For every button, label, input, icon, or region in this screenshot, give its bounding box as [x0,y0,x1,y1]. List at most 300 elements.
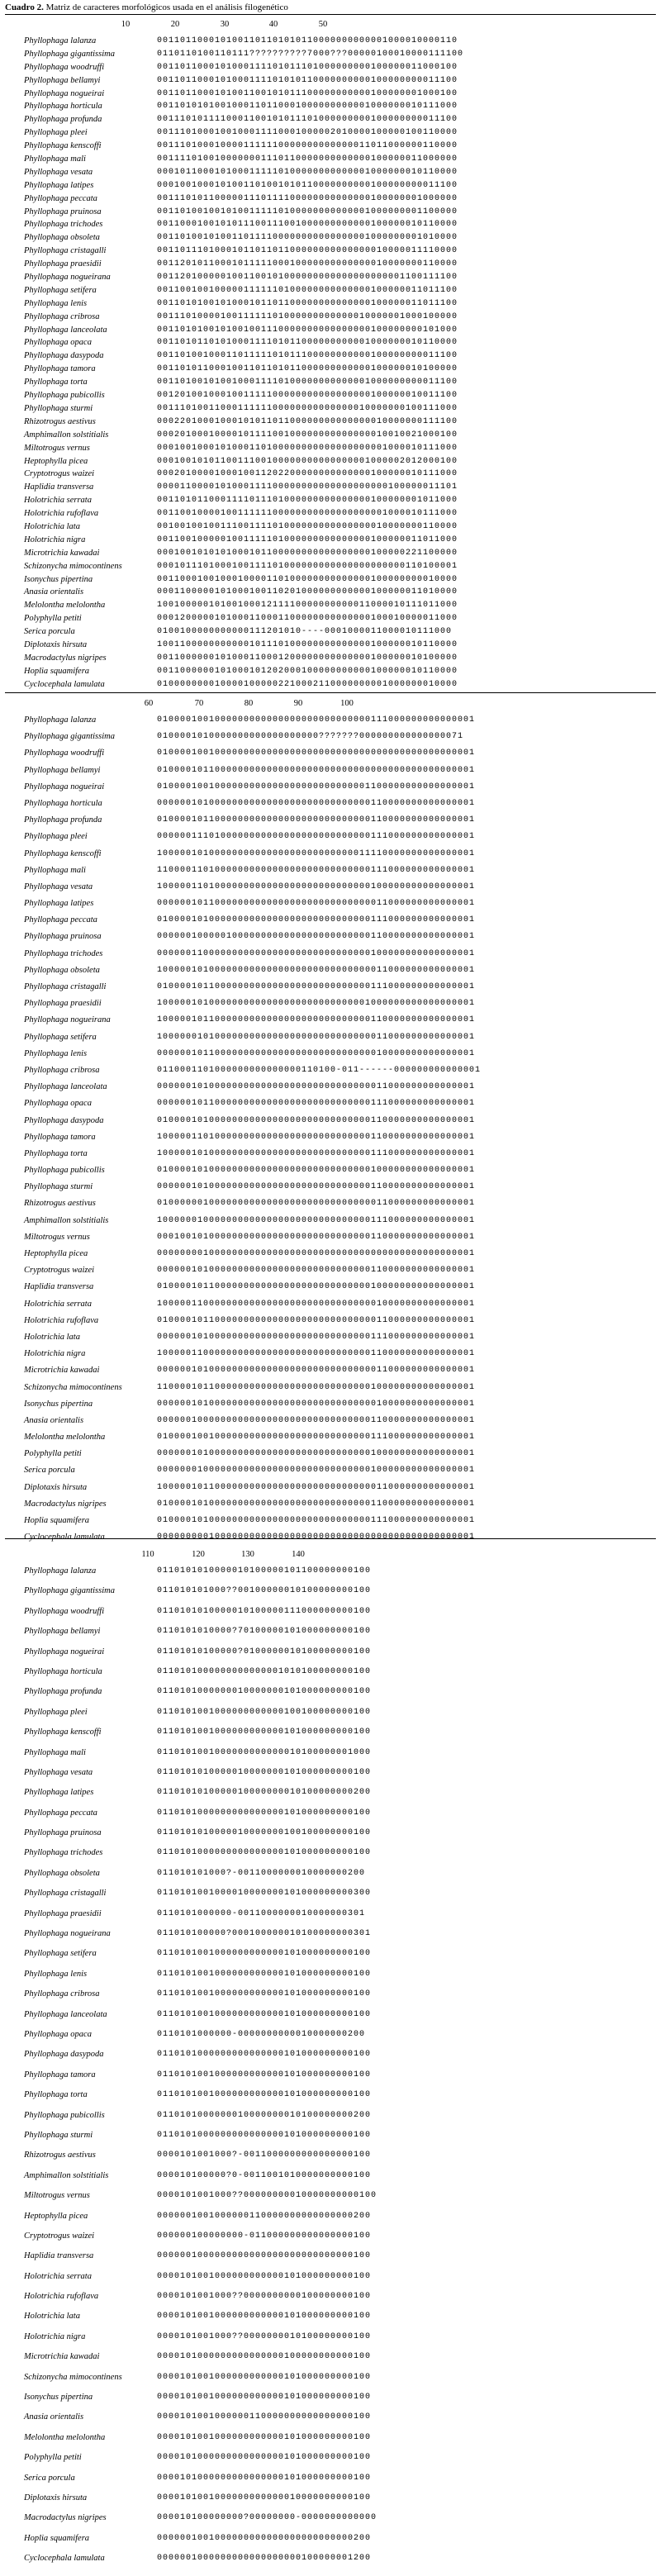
table-row [0,897,660,914]
taxon-name: Hoplia squamifera [24,2533,90,2543]
character-states: 1000001010000000000000000000000000011110000000000000001 [157,848,476,858]
caption-text: Matriz de caracteres morfológicos usada en el análisis filogenético [43,2,288,12]
character-states: 0011010110001001101101011000000000000100000010100000 [157,364,458,374]
table-row [0,930,660,947]
taxon-name: Phyllophaga woodruffi [24,1606,105,1616]
character-states: 0100001010000000000000000000000000000111000000000000001 [157,915,476,925]
character-states: 0100001001000000000000000000000000001100000000000000001 [157,782,476,791]
taxon-name: Phyllophaga setifera [24,1032,97,1042]
table-row [0,964,660,981]
table-row [0,349,660,363]
character-states: 0000001110100000000000000000000000000111000000000000001 [157,832,476,842]
taxon-name: Phyllophaga horticula [24,798,102,808]
table-row [0,599,660,612]
taxon-name: Polyphylla petiti [24,614,82,624]
taxon-name: Macrodactylus nigripes [24,1499,107,1509]
table-row [0,324,660,337]
character-states: 0000101001000000000000101000000000100 [157,2271,372,2281]
column-number: 10 [121,20,131,29]
taxon-name: Anasia orientalis [24,1415,84,1425]
character-states: 0000101000000000000000101000000000100 [157,2453,372,2463]
table-row [0,2331,660,2350]
taxon-name: Phyllophaga opaca [24,338,92,348]
table-row [0,1314,660,1331]
table-caption [5,2,288,13]
table-row [0,1248,660,1264]
character-states: 0100001011000000000000000000000000000000000000000000001 [157,765,476,775]
character-states: 0000101001000000110000000000000000100 [157,2412,372,2422]
character-states: 0110101001000000000000101000000000100 [157,1949,372,1959]
taxon-name: Holotrichia serrata [24,1299,92,1309]
taxon-name: Hoplia squamifera [24,666,90,676]
character-states: 0110101000000000000000101000000000100 [157,2050,372,2060]
taxon-name: Phyllophaga torta [24,378,88,387]
table-row [0,997,660,1014]
taxon-name: Phyllophaga cristagalli [24,1889,107,1899]
table-row [0,2069,660,2089]
table-row [0,2170,660,2189]
table-row [0,1988,660,2008]
table-row [0,781,660,797]
character-states: 0011000000101000110001200000000000000100000010100000 [157,653,458,663]
character-states: 0110101001000000000000100100000000100 [157,1707,372,1717]
character-states: 0000000100000000000000000000000000000100000000000000001 [157,1466,476,1476]
table-row [0,284,660,297]
character-states: 0000001000000000000000000100000001200 [157,2554,372,2564]
taxon-name: Phyllophaga nogueirai [24,1647,105,1656]
character-states: 0000101000000000000000100000000000100 [157,2352,372,2362]
taxon-name: Phyllophaga lenis [24,1969,88,1979]
taxon-name: Melolontha melolontha [24,1433,106,1442]
character-states: 0000001011000000000000000000000000000111000000000000001 [157,1099,476,1109]
character-states: 000010100000000?00000000-0000000000000 [157,2513,377,2523]
table-row [0,520,660,534]
column-number: 70 [194,699,204,708]
taxon-name: Diplotaxis hirsuta [24,2493,88,2502]
taxon-name: Melolontha melolontha [24,601,106,611]
character-states: 0000001010000000000000000000000000000110000000000000001 [157,798,476,808]
character-states: 0011010101001000110110001000000000001000000010111000 [157,102,458,112]
table-row [0,140,660,153]
table-row [0,48,660,61]
character-states: 0100001010000000000000000000000000000111000000000000001 [157,1516,476,1525]
character-states: 0011101011110001100101011101000000000100000000011100 [157,115,458,125]
table-row [0,1181,660,1197]
taxon-name: Phyllophaga lanceolata [24,325,107,335]
table-row [0,35,660,48]
taxon-name: Phyllophaga peccata [24,1808,97,1818]
taxon-name: Phyllophaga nogueirai [24,782,105,791]
character-states: 1000000100000000000000000000000000000111000000000000001 [157,1215,476,1225]
character-states: 0000000010000000000000000000000000000000000000000000001 [157,1249,476,1258]
character-states: 0000001010000000000000000000000000000011000000000000001 [157,1082,476,1092]
table-row [0,2129,660,2149]
column-number: 90 [293,699,303,708]
taxon-name: Phyllophaga mali [24,865,86,875]
table-row [0,1214,660,1231]
table-row [0,1197,660,1214]
taxon-name: Phyllophaga torta [24,2090,88,2100]
taxon-name: Phyllophaga setifera [24,285,97,295]
table-row [0,1281,660,1297]
table-row [0,1347,660,1364]
table-row [0,2250,660,2269]
table-row [0,2310,660,2330]
taxon-name: Phyllophaga gigantissima [24,49,115,59]
taxon-name: Amphimallon solstitialis [24,1215,109,1225]
table-row [0,507,660,520]
table-row [0,166,660,179]
table-row [0,1908,660,1927]
taxon-name: Phyllophaga latipes [24,180,94,190]
character-states: 0001011101000100111101000000000000000000000110100001 [157,561,458,571]
taxon-name: Phyllophaga pruinosa [24,932,102,942]
table-row [0,1464,660,1480]
taxon-name: Polyphylla petiti [24,2453,82,2463]
table-row [0,1148,660,1164]
table-row [0,179,660,192]
table-row [0,468,660,481]
table-row [0,2431,660,2451]
table-row [0,74,660,88]
character-states: 0100001011000000000000000000000000000110000000000000001 [157,815,476,825]
table-row [0,1097,660,1114]
table-row [0,311,660,324]
matrix-block-2 [0,694,660,1547]
taxon-name: Miltotrogus vernus [24,443,90,453]
character-states: 0100000000100001000002210002110000000001000000010000 [157,679,458,689]
character-states: 0011010110001111011101000000000000000100000001011000 [157,496,458,506]
character-states: 0000101001000000000000010000000000100 [157,2493,372,2502]
character-states: 0110101001000010000000101000000000300 [157,1889,372,1899]
taxon-name: Phyllophaga pubicollis [24,391,105,401]
character-states: 0000001100000000000000000000000000000100000000000000001 [157,948,476,958]
character-states: 0000001011000000000000000000000000000010000000000000001 [157,1048,476,1058]
table-row [0,245,660,258]
table-row [0,2552,660,2572]
taxon-name: Phyllophaga lalanza [24,36,97,45]
taxon-name: Phyllophaga pruinosa [24,207,102,216]
table-row [0,1646,660,1666]
table-row [0,797,660,814]
taxon-name: Phyllophaga horticula [24,102,102,112]
table-row [0,814,660,830]
taxon-name: Holotrichia serrata [24,2271,92,2281]
table-row [0,429,660,442]
table-row [0,1031,660,1048]
character-states: 1001000001010010001211110000000000011000010111011000 [157,601,458,611]
character-states: 011010101000??00100000010100000000100 [157,1586,372,1596]
character-states: 0011010010010100111110100000000000001000000001100000 [157,207,458,216]
character-states: 0000101001000?-0011000000000000000100 [157,2151,372,2160]
column-number: 140 [292,1550,305,1559]
taxon-name: Phyllophaga setifera [24,1949,97,1959]
character-states: 0000101000000000000000101000000000100 [157,2473,372,2483]
table-row [0,1331,660,1347]
taxon-name: Holotrichia lata [24,1332,80,1342]
table-row [0,1431,660,1447]
table-row [0,1565,660,1585]
table-row [0,2411,660,2431]
taxon-name: Phyllophaga cribrosa [24,1065,100,1075]
character-states: 0011000000101000101202000100000000000100000010110000 [157,666,458,676]
table-row [0,1685,660,1705]
taxon-name: Microtrichia kawadai [24,2352,100,2362]
character-states: 0110101010000010100000101100000000100 [157,1566,372,1576]
character-states: 0011011000101000111101010110000000000100000000011100 [157,75,458,85]
character-states: 0011011000101001101101010110000000000001000010000110 [157,36,458,45]
table-row [0,1048,660,1064]
taxon-name: Phyllophaga latipes [24,1788,94,1798]
table-row [0,1807,660,1827]
character-states: 0011101000100001111110000000000000011011000000110000 [157,141,458,151]
table-row [0,1081,660,1097]
table-row [0,2149,660,2169]
character-states: 011010101000?-0011000000010000000200 [157,1868,366,1878]
character-states: 0001001010000000000000000000000000000110000000000000001 [157,1232,476,1242]
taxon-name: Phyllophaga nogueirana [24,1015,111,1025]
taxon-name: Rhizotrogus aestivus [24,416,96,426]
column-number: 110 [141,1550,154,1559]
character-states: 0000101001000??0000000000100000000100 [157,2292,372,2302]
taxon-name: Polyphylla petiti [24,1449,82,1459]
taxon-name: Amphimallon solstitialis [24,430,109,440]
column-number: 80 [244,699,254,708]
caption-label: Cuadro 2. [5,2,44,12]
table-row [0,586,660,599]
taxon-name: Isonychus pipertina [24,1399,93,1409]
character-states: 0100001011000000000000000000000000000100000000000000001 [157,1282,476,1292]
character-states: 0000110000101000111100000000000000000000100000011101 [157,482,458,492]
taxon-name: Phyllophaga lanceolata [24,2009,107,2019]
taxon-name: Phyllophaga gigantissima [24,732,115,742]
character-states: 0110101010000010100000111000000000100 [157,1606,372,1616]
taxon-name: Holotrichia rufoflava [24,509,99,519]
taxon-name: Phyllophaga vesata [24,1767,93,1777]
table-row [0,2270,660,2290]
taxon-name: Phyllophaga bellamyi [24,765,101,775]
table-row [0,389,660,402]
table-row [0,1481,660,1498]
character-states: 0000101001000000000000101000000000100 [157,2312,372,2322]
column-number: 120 [192,1550,205,1559]
character-states: 0110101000000000000000101000000000100 [157,1808,372,1818]
character-states: 0100100000000000111201010----0001000011000010111000 [157,627,453,637]
taxon-name: Phyllophaga kenscoffi [24,1728,102,1737]
character-states: 0011001000001001111101000000000000000100000011011000 [157,535,458,544]
taxon-name: Phyllophaga cribrosa [24,311,100,321]
taxon-name: Rhizotrogus aestivus [24,2151,96,2160]
taxon-name: Phyllophaga bellamyi [24,1627,101,1637]
table-row [0,1115,660,1131]
taxon-name: Heptophylla picea [24,1249,88,1258]
taxon-name: Cryptotrogus waizei [24,2231,95,2241]
table-row [0,1381,660,1398]
taxon-name: Isonychus pipertina [24,2393,93,2403]
taxon-name: Phyllophaga lalanza [24,1566,97,1576]
taxon-name: Phyllophaga opaca [24,2029,92,2039]
character-states: 0011001001000001111110100000000000000100000011011100 [157,285,458,295]
table-row [0,153,660,166]
taxon-name: Phyllophaga lalanza [24,715,97,725]
table-row [0,948,660,964]
character-states: 0110101000000-0000000000010000000200 [157,2029,366,2039]
taxon-name: Holotrichia serrata [24,496,92,506]
table-row [0,1014,660,1030]
taxon-name: Serica porcula [24,2473,75,2483]
character-states: 1000001100000000000000000000000000000010000000000000001 [157,1299,476,1309]
table-row [0,2391,660,2411]
table-row [0,573,660,587]
table-row [0,848,660,864]
table-row [0,625,660,639]
character-states: 0002010001000010111100100000000000000010010021000100 [157,430,458,440]
table-row [0,231,660,245]
taxon-name: Holotrichia lata [24,2312,80,2322]
character-states: 0100001001000000000000000000000000000111000000000000001 [157,715,476,725]
table-row [0,612,660,625]
character-states: 0000001001000000110000000000000000200 [157,2211,372,2221]
character-states: 0100000010000000000000000000000000000011000000000000001 [157,1199,476,1209]
table-row [0,206,660,219]
table-row [0,1447,660,1464]
character-states: 0011010100101000101101100000000000000100000011011100 [157,298,458,308]
taxon-name: Phyllophaga dasypoda [24,351,104,361]
table-row [0,2532,660,2552]
character-states: 0110101001000000000000101000000000100 [157,2070,372,2079]
character-states: 0110101010000010000000010100000000200 [157,1788,372,1798]
character-states: 0110101000000000000001010100000000100 [157,1666,372,1676]
character-states: 0011011101000101101101100000000000000010000011110000 [157,246,458,256]
table-row [0,336,660,349]
table-row [0,639,660,652]
taxon-name: Holotrichia nigra [24,2331,86,2341]
taxon-name: Microtrichia kawadai [24,548,100,558]
character-states: 0100001001000000000000000000000000000000000000000000001 [157,749,476,758]
taxon-name: Phyllophaga woodruffi [24,62,105,72]
table-row [0,747,660,763]
character-states: 0001001000101001101001010110000000000100000000011100 [157,180,458,190]
column-header [0,1545,660,1565]
character-states: 0011010110101000111101011000000000001000000010110000 [157,338,458,348]
table-row [0,1414,660,1431]
character-states: 000010100000?0-0011001010000000000100 [157,2170,372,2180]
character-states: 0011101001100011111100000000000000010000000100111000 [157,403,458,413]
character-states: 0011011000101001100101011100000000000100000001000100 [157,88,458,98]
table-row [0,271,660,284]
table-row [0,481,660,494]
taxon-name: Phyllophaga nogueirai [24,88,105,98]
character-states: 1000001011000000000000000000000000000110000000000000001 [157,1015,476,1025]
character-states: 0001001010101000101100000000000000000100000221100000 [157,548,458,558]
character-states: 0011010010100100011110100000000000001000000000011100 [157,378,458,387]
table-row [0,1747,660,1766]
table-row [0,1605,660,1625]
table-row [0,714,660,730]
taxon-name: Phyllophaga praesidii [24,999,102,1009]
table-row [0,1498,660,1514]
taxon-name: Schizonycha mimocontinens [24,1382,122,1392]
character-states: 0000101001000000000000101000000000100 [157,2372,372,2382]
table-row [0,1766,660,1786]
taxon-name: Phyllophaga trichodes [24,948,103,958]
taxon-name: Phyllophaga sturmi [24,2130,93,2140]
taxon-name: Phyllophaga sturmi [24,1182,93,1192]
character-states: 0011201000001001100101000000000000000000001100111100 [157,273,458,283]
column-number: 100 [340,699,354,708]
character-states: 1001100000000000101110100000000000000100000010110000 [157,639,458,649]
table-row [0,402,660,416]
taxon-name: Cryptotrogus waizei [24,1266,95,1276]
character-states: 000000100000000-011000000000000000100 [157,2231,372,2241]
character-states: 1000001101000000000000000000000000000100000000000000001 [157,882,476,891]
table-row [0,1666,660,1685]
character-states: 0000001010000000000000000000000000000110000000000000001 [157,1182,476,1192]
taxon-name: Diplotaxis hirsuta [24,1482,88,1492]
table-row [0,1846,660,1866]
table-row [0,2290,660,2310]
taxon-name: Holotrichia nigra [24,535,86,544]
taxon-name: Phyllophaga peccata [24,193,97,203]
table-row [0,2189,660,2209]
character-states: 0110101000000-0011000000010000000301 [157,1908,366,1918]
character-states: 0011000100101011100111001000000000000100000010110000 [157,220,458,230]
table-row [0,363,660,376]
taxon-name: Phyllophaga obsoleta [24,965,100,975]
taxon-name: Phyllophaga trichodes [24,1848,103,1858]
table-row [0,494,660,507]
table-row [0,61,660,74]
taxon-name: Haplidia transversa [24,482,94,492]
taxon-name: Phyllophaga pleei [24,832,88,842]
character-states: 1000001100000000000000000000000000000110000000000000001 [157,1349,476,1359]
matrix-block-1 [0,15,660,692]
character-states: 0002201000100010101101100000000000000010000000111100 [157,416,458,426]
table-row [0,1625,660,1645]
taxon-name: Holotrichia nigra [24,1349,86,1359]
character-states: 0000101001000??00000000010000000000100 [157,2191,377,2201]
taxon-name: Isonychus pipertina [24,574,93,584]
taxon-name: Phyllophaga lenis [24,1048,88,1058]
character-states: 0110101001000000000000010100000001000 [157,1747,372,1757]
taxon-name: Phyllophaga gigantissima [24,1586,115,1596]
taxon-name: Heptophylla picea [24,456,88,466]
character-states: 0110101001000000000000101000000000100 [157,2090,372,2100]
taxon-name: Rhizotrogus aestivus [24,1199,96,1209]
column-header [0,694,660,714]
character-states: 0011010010001101111101011100000000000100000000011100 [157,351,458,361]
taxon-name: Miltotrogus vernus [24,1232,90,1242]
matrix-block-3 [0,1545,660,2573]
character-states: 0110101010000010000000100100000000100 [157,1828,372,1838]
character-states: 1000001011000000000000000000000000000011000000000000001 [157,1482,476,1492]
taxon-name: Cyclocephala lamulata [24,679,105,689]
taxon-name: Phyllophaga praesidii [24,259,102,269]
character-states: 0110101000000000000000101000000000100 [157,2130,372,2140]
character-states: 0000001000000000000000000000000000000110000000000000001 [157,1415,476,1425]
character-states: 0011101000010011111101000000000000010000001000100000 [157,311,458,321]
character-states: 0011201011000101111100010000000000000010000000110000 [157,259,458,269]
table-row [0,218,660,231]
table-row [0,981,660,997]
taxon-name: Melolontha melolontha [24,2432,106,2442]
taxon-name: Phyllophaga pleei [24,128,88,138]
table-row [0,914,660,930]
taxon-name: Anasia orientalis [24,587,84,597]
character-states: 0110101000000000000000101000000000100 [157,1848,372,1858]
table-row [0,1298,660,1314]
table-row [0,2109,660,2129]
